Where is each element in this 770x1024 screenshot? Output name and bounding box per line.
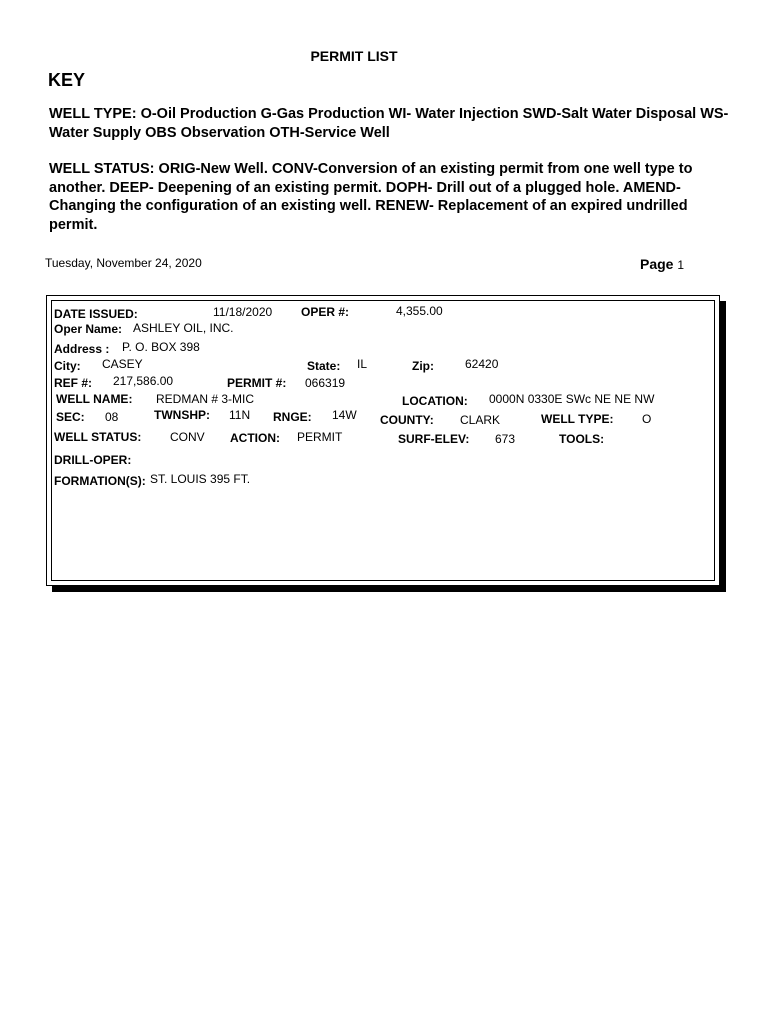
tools-label: TOOLS:: [559, 432, 605, 446]
address-label: Address :: [54, 342, 110, 356]
date-issued-value: 11/18/2020: [213, 305, 273, 319]
rnge-label: RNGE:: [273, 410, 312, 424]
city-value: CASEY: [102, 357, 143, 371]
well-name-label: WELL NAME:: [56, 392, 133, 406]
zip-value: 62420: [465, 357, 499, 371]
oper-name-value: ASHLEY OIL, INC.: [133, 321, 234, 335]
page-indicator: [640, 256, 684, 272]
permit-label: PERMIT #:: [227, 376, 287, 390]
city-label: City:: [54, 359, 81, 373]
oper-name-label: Oper Name:: [54, 322, 123, 336]
address-value: P. O. BOX 398: [122, 340, 200, 354]
well-type-key: WELL TYPE: O-Oil Production G-Gas Production WI- Water Injection SWD-Salt Water Disposal WS-Water Supply OBS Observation OTH-Service Well: [49, 106, 729, 141]
permit-value: 066319: [305, 376, 346, 390]
state-value: IL: [357, 357, 368, 371]
report-date: Tuesday, November 24, 2020: [45, 256, 202, 270]
rnge-value: 14W: [332, 408, 357, 422]
well-status-key: WELL STATUS: ORIG-New Well. CONV-Conversion of an existing permit from one well type to another. DEEP- Deepening of an existing permit. DOPH- Drill out of a plugged hole. AMEND-Changing the configuration of an existing well. RENEW- Replacement of an expired undrilled permit.: [49, 161, 693, 233]
county-value: CLARK: [460, 413, 501, 427]
surf-elev-label: SURF-ELEV:: [398, 432, 470, 446]
formations-value: ST. LOUIS 395 FT.: [150, 472, 251, 486]
ref-label: REF #:: [54, 376, 93, 390]
twnshp-value: 11N: [229, 408, 251, 422]
oper-num-label: OPER #:: [301, 305, 350, 319]
permit-record: [46, 295, 720, 586]
page-number: 1: [677, 258, 685, 272]
key-heading: KEY: [48, 70, 86, 90]
formations-label: FORMATION(S):: [54, 474, 146, 488]
sec-value: 08: [105, 410, 119, 424]
page-label: Page: [640, 256, 674, 272]
surf-elev-value: 673: [495, 432, 516, 446]
drill-oper-label: DRILL-OPER:: [54, 453, 132, 467]
well-name-value: REDMAN # 3-MIC: [156, 392, 255, 406]
zip-label: Zip:: [412, 359, 434, 373]
date-issued-label: DATE ISSUED:: [54, 307, 138, 321]
sec-label: SEC:: [56, 410, 85, 424]
oper-num-value: 4,355.00: [396, 304, 443, 318]
page-title: PERMIT LIST: [310, 48, 398, 64]
action-value: PERMIT: [297, 430, 343, 444]
well-type-value: O: [642, 412, 652, 426]
well-status-label: WELL STATUS:: [54, 430, 142, 444]
location-label: LOCATION:: [402, 394, 468, 408]
ref-value: 217,586.00: [113, 374, 174, 388]
well-type-label: WELL TYPE:: [541, 412, 614, 426]
well-status-value: CONV: [170, 430, 205, 444]
action-label: ACTION:: [230, 431, 280, 445]
location-value: 0000N 0330E SWc NE NE NW: [489, 392, 655, 406]
twnshp-label: TWNSHP:: [154, 408, 210, 422]
state-label: State:: [307, 359, 341, 373]
county-label: COUNTY:: [380, 413, 434, 427]
